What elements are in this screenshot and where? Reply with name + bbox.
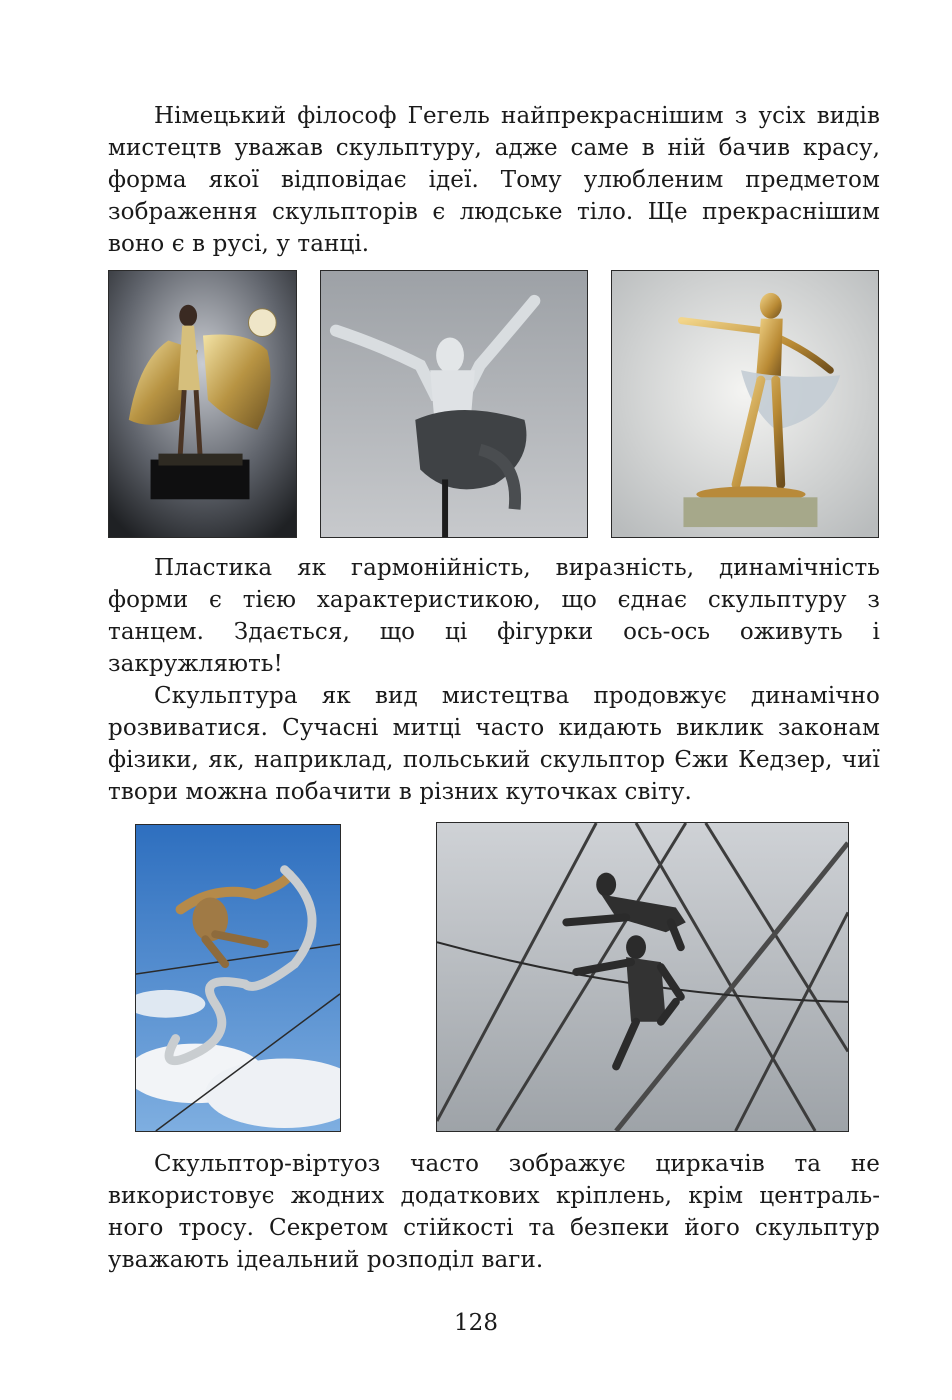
photo-ballet-dancer-sculpture xyxy=(320,270,588,538)
paragraph-kedzier: Скульптура як вид мистецтва продовжує динамічно розвиватися. Сучасні митці часто кидають виклик законам фізики, як, наприклад, польський скульптор Єжи Кедзер, чиї твори можна побачити в різних куточках світу. xyxy=(108,683,880,805)
photo-ribbon-gymnast-sculpture xyxy=(135,824,341,1132)
paragraph-plasticity: Пластика як гармонійність, виразність, динамічність форми є тією характеристикою, що єднає скульптуру з танцем. Здається, що ці фігурки ось-ось оживуть і закружляють! xyxy=(108,555,880,677)
paragraph-virtuoso: Скульптор-віртуоз часто зображує циркачів та не використовує жодних додаткових кріплень, крім центрального тросу. Секретом стійкості та безпеки його скульптур уважають ідеальний розподіл ваги. xyxy=(108,1151,880,1273)
paragraph-hegel: Німецький філософ Гегель найпрекраснішим з усіх видів мистецтв уважав скульптуру, адже саме в ній бачив красу, форма якої відповідає ідеї. Тому улюбленим предметом зображення скульпторів є людське тіло. Ще прекраснішим воно є в русі, у танці. xyxy=(108,103,880,257)
photo-gilded-dancer-sculpture xyxy=(611,270,879,538)
photo-tightrope-walkers-sculpture xyxy=(436,822,849,1132)
photo-fan-dancer-sculpture xyxy=(108,270,297,538)
page-number: 128 xyxy=(454,1310,498,1336)
